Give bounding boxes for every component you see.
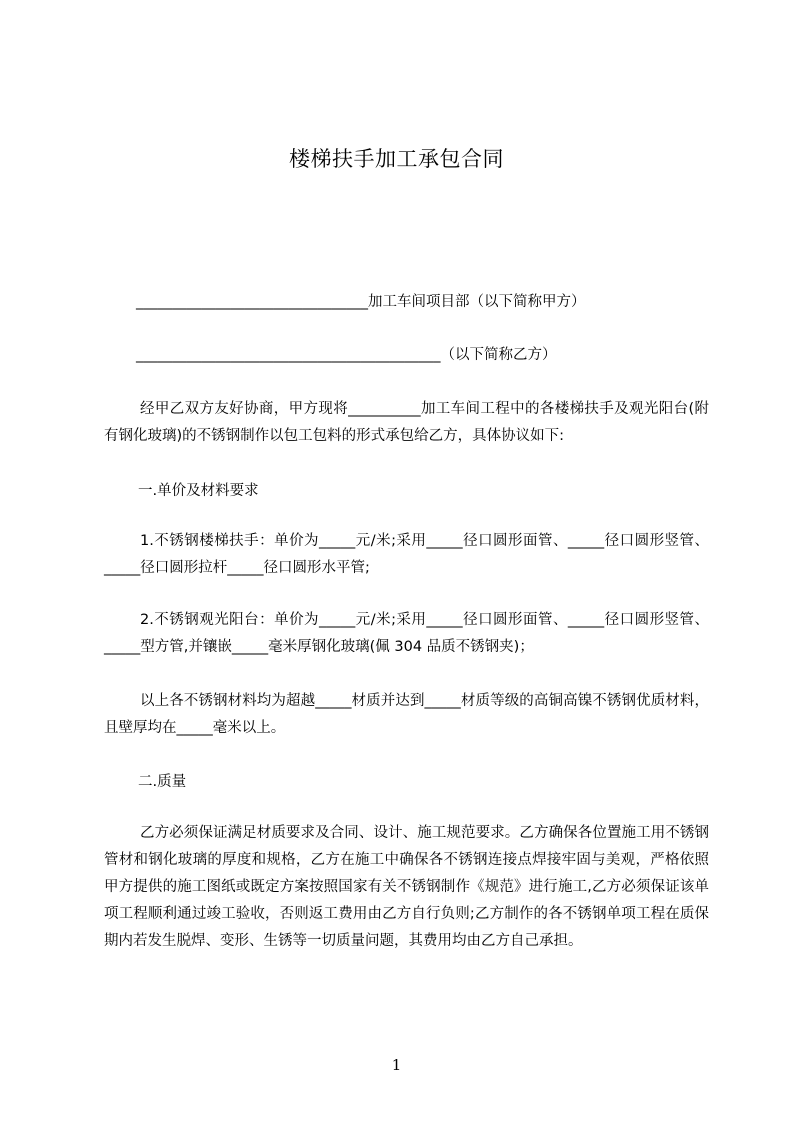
quality-paragraph: 乙方必须保证满足材质要求及合同、设计、施工规范要求。乙方确保各位置施工用不锈钢管材和钢化玻璃的厚度和规格，乙方在施工中确保各不锈钢连接点焊接牢固与美观，严格依照甲方提供的施工图纸或既定方案按照国家有关不锈钢制作《规范》进行施工,乙方必须保证该单项工程顺利通过竣工验收，否则返工费用由乙方自行负则;乙方制作的各不锈钢单项工程在质保期内若发生脱焊、变形、生锈等一切质量问题，其费用均由乙方自己承担。 (104, 825, 709, 949)
item-1-paragraph: 1.不锈钢楼梯扶手：单价为_____元/米;采用_____径口圆形面管、_____径口圆形竖管、_____径口圆形拉杆_____径口圆形水平管; (104, 533, 709, 576)
item-2-paragraph: 2.不锈钢观光阳台：单价为_____元/米;采用_____径口圆形面管、_____径口圆形竖管、_____型方管,并镶嵌_____毫米厚钢化玻璃(佩 304 品质不锈钢夹)； (104, 612, 709, 655)
party-a-line: ________________________________加工车间项目部（以下简称甲方） (136, 294, 586, 310)
page-number: 1 (391, 1056, 402, 1074)
section-1-heading: 一.单价及材料要求 (138, 483, 259, 499)
materials-paragraph: 以上各不锈钢材料均为超越_____材质并达到_____材质等级的高铜高镍不锈钢优质材料，且壁厚均在_____毫米以上。 (104, 693, 709, 736)
party-b-line: __________________________________________（以下简称乙方） (136, 347, 557, 363)
document-title: 楼梯扶手加工承包合同 (289, 147, 504, 171)
section-2-heading: 二.质量 (138, 774, 187, 790)
intro-paragraph: 经甲乙双方友好协商，甲方现将__________加工车间工程中的各楼梯扶手及观光阳台(附有钢化玻璃)的不锈钢制作以包工包料的形式承包给乙方，具体协议如下: (104, 401, 709, 444)
